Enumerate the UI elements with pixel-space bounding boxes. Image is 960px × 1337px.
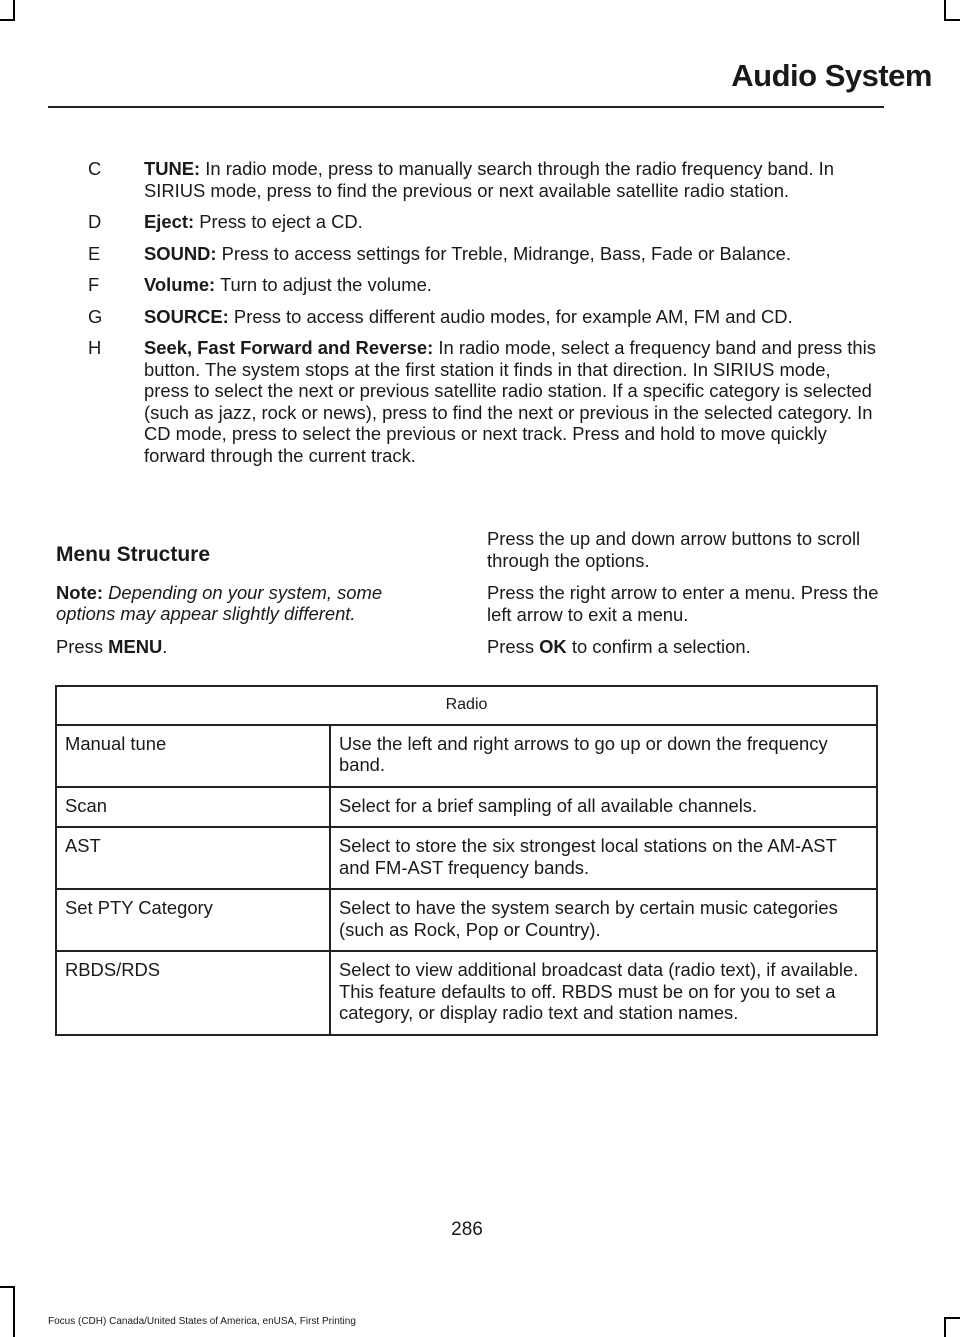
control-letter: E (88, 242, 101, 264)
press-prefix: Press (56, 635, 109, 657)
control-description: Press to eject a CD. (194, 211, 363, 232)
control-term: SOUND: (144, 242, 217, 264)
note-text: Depending on your system, some options may appear slightly different. (56, 581, 383, 624)
control-term: Seek, Fast Forward and Reverse: (144, 337, 434, 358)
enter-exit-text: Press the right arrow to enter a menu. Press the left arrow to exit a menu. (487, 582, 879, 625)
crop-mark (944, 19, 960, 21)
control-description: Press to access different audio modes, for example AM, FM and CD. (228, 305, 793, 327)
table-row (56, 889, 877, 951)
control-list (56, 158, 876, 476)
control-item (56, 337, 876, 466)
control-letter: G (88, 305, 103, 327)
header-rule (48, 106, 884, 108)
page-number: 286 (451, 1219, 483, 1240)
ok-suffix: to confirm a selection. (566, 636, 751, 657)
confirm-text (487, 636, 879, 658)
control-letter: H (88, 337, 102, 358)
control-item (56, 306, 876, 328)
control-item (56, 274, 876, 296)
note (56, 582, 434, 625)
control-term: TUNE: (144, 158, 201, 179)
note-label: Note: (56, 581, 103, 603)
ok-key: OK (539, 636, 567, 657)
section-heading: Menu Structure (56, 543, 211, 566)
table-cell-option: RBDS/RDS (56, 951, 330, 1035)
crop-mark (944, 1317, 960, 1319)
table-header-row (56, 686, 877, 725)
table-cell-description: Use the left and right arrows to go up or down the frequency band. (330, 725, 877, 787)
table-row (56, 787, 877, 828)
table-row (56, 951, 877, 1035)
table-cell-description: Select to view additional broadcast data (radio text), if available. This feature defaults to off. RBDS must be on for you to set a category, or display radio text and station names. (330, 951, 877, 1035)
footer-text: Focus (CDH) Canada/United States of America, enUSA, First Printing (48, 1316, 356, 1327)
table-cell-option: Manual tune (56, 725, 330, 787)
crop-mark (944, 1317, 946, 1337)
radio-menu-table (55, 685, 878, 1036)
table-cell-option: AST (56, 827, 330, 889)
crop-mark (13, 0, 15, 20)
crop-mark (13, 1286, 15, 1337)
press-menu-text (56, 636, 434, 658)
control-letter: C (88, 158, 102, 179)
ok-prefix: Press (487, 636, 540, 657)
control-term: SOURCE: (144, 305, 229, 327)
crop-mark (0, 1286, 15, 1288)
control-item (56, 243, 876, 265)
arrows-text: Press the up and down arrow buttons to scroll through the options. (487, 528, 861, 571)
table-cell-description: Select to have the system search by certain music categories (such as Rock, Pop or Country). (330, 889, 877, 951)
table-cell-option: Scan (56, 787, 330, 828)
crop-mark (944, 0, 946, 20)
left-column (56, 544, 434, 668)
control-letter: D (88, 211, 102, 232)
menu-key: MENU (108, 635, 163, 657)
control-letter: F (88, 274, 100, 295)
control-description: In radio mode, select a frequency band and press this button. The system stops at the first station it finds in that direction. In SIRIUS mode, press to select the next or previous satellite radio station. If a specific category is selected (such as jazz, rock or news), press to find the next or previous in the selected category. In CD mode, press to select the previous or next track. Press and hold to move quickly forward through the current track. (144, 337, 876, 466)
table-cell-description: Select for a brief sampling of all available channels. (330, 787, 877, 828)
table-row (56, 725, 877, 787)
control-term: Eject: (144, 211, 195, 232)
control-description: Press to access settings for Treble, Midrange, Bass, Fade or Balance. (216, 242, 792, 264)
table-cell-option: Set PTY Category (56, 889, 330, 951)
table-row (56, 827, 877, 889)
right-column (487, 528, 879, 669)
control-term: Volume: (144, 274, 216, 295)
control-item (56, 211, 876, 233)
table-cell-description: Select to store the six strongest local stations on the AM-AST and FM-AST frequency bands. (330, 827, 877, 889)
control-description: Turn to adjust the volume. (215, 274, 432, 295)
crop-mark (0, 19, 15, 21)
control-description: In radio mode, press to manually search through the radio frequency band. In SIRIUS mode, press to find the previous or next available satellite radio station. (144, 158, 835, 201)
control-item (56, 158, 876, 201)
press-suffix: . (162, 635, 168, 657)
table-caption: Radio (56, 686, 877, 725)
page-title: Audio System (731, 58, 932, 93)
